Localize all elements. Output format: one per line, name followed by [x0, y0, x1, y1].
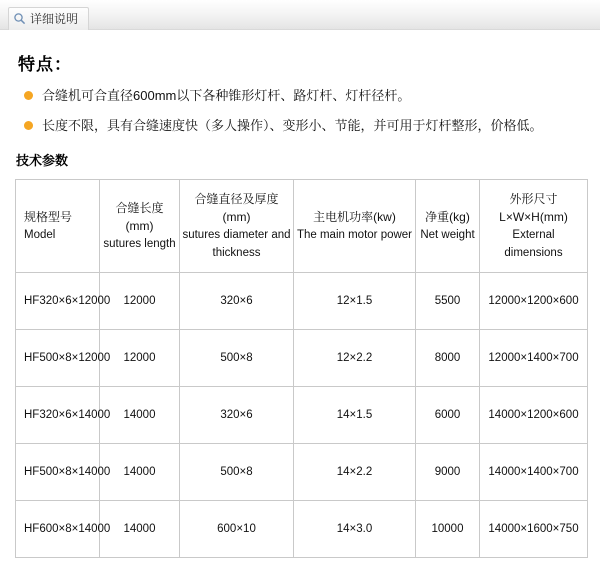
table-cell-model: HF320×6×12000 — [16, 273, 100, 330]
content-area — [0, 30, 600, 558]
header-en: The main motor power — [296, 229, 413, 241]
table-cell-weight: 8000 — [416, 330, 480, 387]
table-cell-weight: 5500 — [416, 273, 480, 330]
table-cell-model: HF500×8×12000 — [16, 330, 100, 387]
header-en: Model — [24, 229, 56, 241]
table-cell-length: 12000 — [100, 330, 180, 387]
table-cell-power: 14×1.5 — [294, 387, 416, 444]
search-icon — [13, 12, 26, 25]
header-en: sutures diameter and thickness — [182, 229, 291, 259]
table-cell-power: 12×2.2 — [294, 330, 416, 387]
header-hz: 净重(kg) — [425, 210, 470, 224]
table-cell-weight: 9000 — [416, 444, 480, 501]
header-en: External dimensions — [504, 229, 563, 259]
header-hz: 外形尺寸L×W×H(mm) — [499, 192, 568, 224]
table-cell-power: 12×1.5 — [294, 273, 416, 330]
table-cell-dimensions: 14000×1200×600 — [480, 387, 588, 444]
header-hz: 主电机功率(kw) — [313, 210, 396, 224]
table-header-cell — [294, 180, 416, 273]
table-cell-diameter: 500×8 — [180, 444, 294, 501]
table-cell-dimensions: 14000×1600×750 — [480, 501, 588, 558]
table-cell-dimensions: 14000×1400×700 — [480, 444, 588, 501]
list-item: 长度不限，具有合缝速度快（多人操作）、变形小、节能，并可用于灯杆整形，价格低。 — [24, 115, 586, 136]
table-cell-dimensions: 12000×1400×700 — [480, 330, 588, 387]
list-item: 合缝机可合直径600mm以下各种锥形灯杆、路灯杆、灯杆径杆。 — [24, 85, 586, 106]
header-hz: 规格型号 — [24, 210, 73, 224]
table-row — [16, 330, 588, 387]
feature-list — [14, 85, 586, 136]
table-cell-length: 14000 — [100, 501, 180, 558]
table-header-cell — [100, 180, 180, 273]
tab-detail-description[interactable] — [8, 7, 89, 30]
tab-label: 详细说明 — [30, 11, 79, 26]
subsection-title: 技术参数 — [16, 153, 69, 168]
header-hz: 合缝长度(mm) — [115, 201, 164, 233]
table-body — [16, 273, 588, 558]
header-en: sutures length — [103, 238, 176, 250]
table-cell-length: 12000 — [100, 273, 180, 330]
table-row — [16, 444, 588, 501]
table-row — [16, 387, 588, 444]
table-header-cell — [16, 180, 100, 273]
specification-table — [15, 179, 588, 558]
table-header-cell — [180, 180, 294, 273]
table-header-cell — [416, 180, 480, 273]
table-cell-diameter: 320×6 — [180, 273, 294, 330]
table-cell-diameter: 500×8 — [180, 330, 294, 387]
table-cell-length: 14000 — [100, 444, 180, 501]
table-cell-weight: 6000 — [416, 387, 480, 444]
header-bar — [0, 0, 600, 30]
table-cell-model: HF600×8×14000 — [16, 501, 100, 558]
header-en: Net weight — [420, 229, 475, 241]
table-row — [16, 273, 588, 330]
table-cell-model: HF500×8×14000 — [16, 444, 100, 501]
table-cell-weight: 10000 — [416, 501, 480, 558]
table-cell-length: 14000 — [100, 387, 180, 444]
table-cell-power: 14×2.2 — [294, 444, 416, 501]
table-header-cell — [480, 180, 588, 273]
table-cell-power: 14×3.0 — [294, 501, 416, 558]
table-header — [16, 180, 588, 273]
table-row — [16, 501, 588, 558]
table-header-row — [16, 180, 588, 273]
table-cell-diameter: 320×6 — [180, 387, 294, 444]
table-cell-model: HF320×6×14000 — [16, 387, 100, 444]
page-title: 特点： — [18, 55, 72, 74]
table-cell-dimensions: 12000×1200×600 — [480, 273, 588, 330]
header-hz: 合缝直径及厚度(mm) — [194, 192, 279, 224]
table-cell-diameter: 600×10 — [180, 501, 294, 558]
